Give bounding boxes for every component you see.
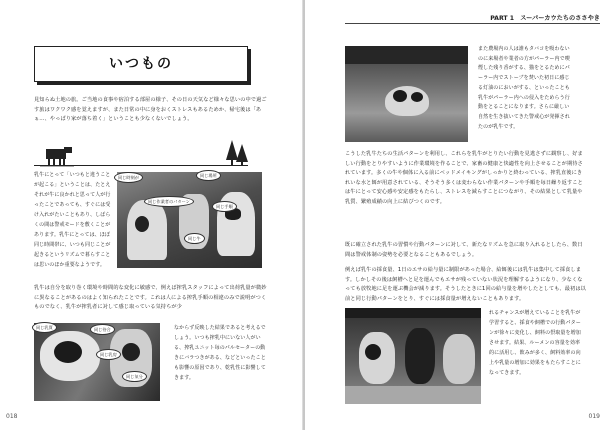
- body-text-2: 乳牛は自分を取り巻く環境や時間的な変化に敏感で、例えば搾乳スタッフによって出荷乳量が微妙に異なることがあるのはよく知られたことです。これは人による搾乳手順の相違のみで説明がつくものでなく、乳牛が搾乳者に対して感じ取っている気持ちが少: [34, 285, 267, 311]
- intro-text: 見知らぬ土地の旅。ご当地の食事や宿泊する部屋の様子、その日の天気など様々な思いの中で過ごす旅はワクワク感を覚えますが、また日常の中に身をおくストレスもあるためか、帰宅後は「あぁ…、やっぱり家が落ち着く」ということも少なくないでしょう。: [34, 97, 267, 123]
- part-header: PART 1 スーパーカウたちのささやき: [490, 15, 600, 22]
- body-text-1: こうした乳牛たちの生活パターンを利用し、これらを乳牛がとりたい行動を見逃さずに観察し、好ましい行動をとりやすいように作業環境を作ることで、家畜の健康と快適性を向上させることが期待されています。多くの牛や個体に入る前にベッドメイキングがしっかりと終わっている、搾乳直後にきれいな水と餌が用意されている、そうそう多くは変わらない作業パターンや手順を毎日繰り返すことは牛にとって安心感や安定感をもたらし、ストレスを減らすことにつながり、その結果として乳量や乳質、繁殖成績の向上に結びつくのです。: [345, 151, 583, 205]
- side-caption-text: また農場内の人は誰もタバコを吸わないのに来場者や業者の方がパーラー内で喫煙した残り香がする、猫をとるためにパーラー内でストーブを焚いた初日に感じる灯油のにおいがする、といったことも乳牛がパーラー内への侵入をためらう行動をとることになります。さらに厳しい自然を生き抜いてきた警戒心が発揮されたのが乳牛です。: [478, 46, 570, 130]
- bubble-same-time: 同じ時刻が: [114, 172, 143, 183]
- bubble-same-mood: 同じ気分: [122, 371, 147, 382]
- page-number-right: 019: [588, 413, 600, 420]
- page-heading: いつもの: [109, 56, 173, 72]
- bubble-same-wait: 同じ待合: [90, 324, 115, 335]
- cow-illustration: [40, 145, 74, 167]
- header-rule: [345, 23, 600, 24]
- page-number-left: 018: [6, 413, 18, 420]
- bubble-same-worker: 同じ作業者のパターン: [144, 196, 194, 207]
- heading-box: [34, 46, 248, 82]
- milking-parlor-photo: [117, 172, 262, 268]
- left-page: [0, 0, 303, 430]
- body-text-4: れるチャンスが増えていることを乳牛が学習すると、採食や飼槽での行動パターンが徐々に変化し、飼料の摂取量を増加させます。結果、ルーメンの容量を効率的に活用し、飲みが多く、飼料効率の向上や乳量の増加に効果をもたらすことになってきます。: [489, 310, 581, 376]
- body-text-3: 例えば乳牛の採食量、1日のエサの給与量に制限があった場合、給餌後には乳牛は集中して採食します。しかしその後は飼槽へと足を運んでもエサが残っていない状況を理解するようになり、少なくなっても放牧地に足を運ぶ機会が減ります。そうしたときに1回の給与量を増やしたとしても、最初は以前と同じ行動パターンをとり、すぐには採食量が増えないこともあります。: [345, 267, 586, 302]
- body-text-2: 既に確立された乳牛の習慣や行動パターンに対して、新たなリズムを急に取り入れるとしたら、数日間は警戒体制の姿勢を必要となることもあるでしょう。: [345, 242, 583, 258]
- barn-cat-photo: [345, 46, 468, 142]
- bubble-same-procedure: 同じ手順: [212, 201, 237, 212]
- bubble-same-milk: 同じ乳質: [32, 322, 57, 333]
- trees-illustration: [226, 140, 248, 166]
- bubble-same-udder: 同じ乳房: [96, 349, 121, 360]
- cattle-feeding-photo: [345, 308, 481, 404]
- body-text-1: 乳牛にとって「いつもと違うことが起こる」ということは、たとえそれが牛に良かれと思って人が行ったことであっても、すぐには受け入れがたいこともあり、しばらくの間は警戒モードを敷くことがあります。乳牛にとっては、ほぼ同じ時間帯に、いつも同じことが起きるというリズムで暮らすことは思いのほか重要なようです。: [34, 172, 111, 268]
- right-page: [305, 0, 608, 430]
- ground-line: [34, 165, 248, 166]
- body-text-3: なからず反映した結果であると考えるでしょう。いつも搾乳中にいない人がいる、搾乳ユニット毎のパルセーターの動きにバラつきがある、などといったことも影響の原因であり、乾乳性に影響してきます。: [174, 325, 266, 381]
- bubble-same-place: 同じ場所: [196, 170, 221, 181]
- bubble-same-cow: 同じ牛: [184, 233, 205, 244]
- cow-udder-photo: [34, 323, 160, 401]
